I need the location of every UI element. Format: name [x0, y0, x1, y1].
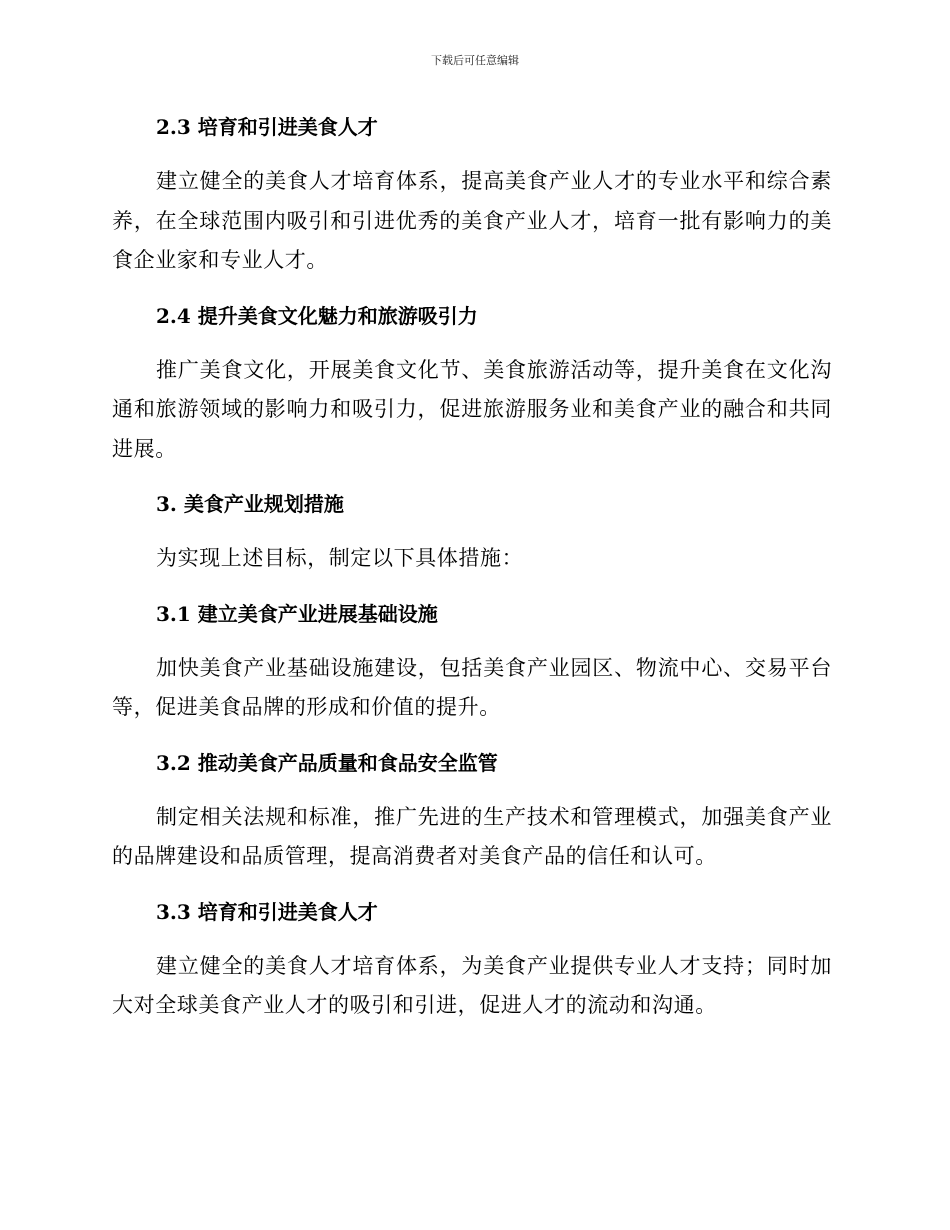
section-heading-3-3: 3.3 培育和引进美食人才 [156, 899, 378, 924]
section-paragraph-3-2: 制定相关法规和标准，推广先进的生产技术和管理模式，加强美食产业的品牌建设和品质管理，提高消费者对美食产品的信任和认可。 [112, 804, 832, 868]
section-paragraph-3: 为实现上述目标，制定以下具体措施： [156, 546, 524, 570]
document-body [112, 108, 832, 1026]
page-header: 下载后可任意编辑 [431, 54, 519, 67]
section-heading-2-3: 2.3 培育和引进美食人才 [156, 115, 378, 139]
section-paragraph-3-1: 加快美食产业基础设施建设，包括美食产业园区、物流中心、交易平台等，促进美食品牌的形成和价值的提升。 [112, 655, 832, 719]
section-paragraph-3-3b: 建立健全的美食人才培育体系，为美食产业提供专业人才支持；同时加大对全球美食产业人才的吸引和引进，促进人才的流动和沟通。 [112, 953, 832, 1017]
section-paragraph-2-3: 建立健全的美食人才培育体系，提高美食产业人才的专业水平和综合素养，在全球范围内吸引和引进优秀的美食产业人才，培育一批有影响力的美食企业家和专业人才。 [112, 169, 832, 272]
section-heading-3-2: 3.2 推动美食产品质量和食品安全监管 [156, 750, 498, 775]
section-heading-2-4: 2.4 提升美食文化魅力和旅游吸引力 [156, 303, 478, 328]
section-heading-3: 3. 美食产业规划措施 [156, 492, 344, 516]
section-heading-3-1: 3.1 建立美食产业进展基础设施 [156, 601, 438, 626]
section-paragraph-2-4: 推广美食文化，开展美食文化节、美食旅游活动等，提升美食在文化沟通和旅游领域的影响力和吸引力，促进旅游服务业和美食产业的融合和共同进展。 [112, 357, 832, 461]
